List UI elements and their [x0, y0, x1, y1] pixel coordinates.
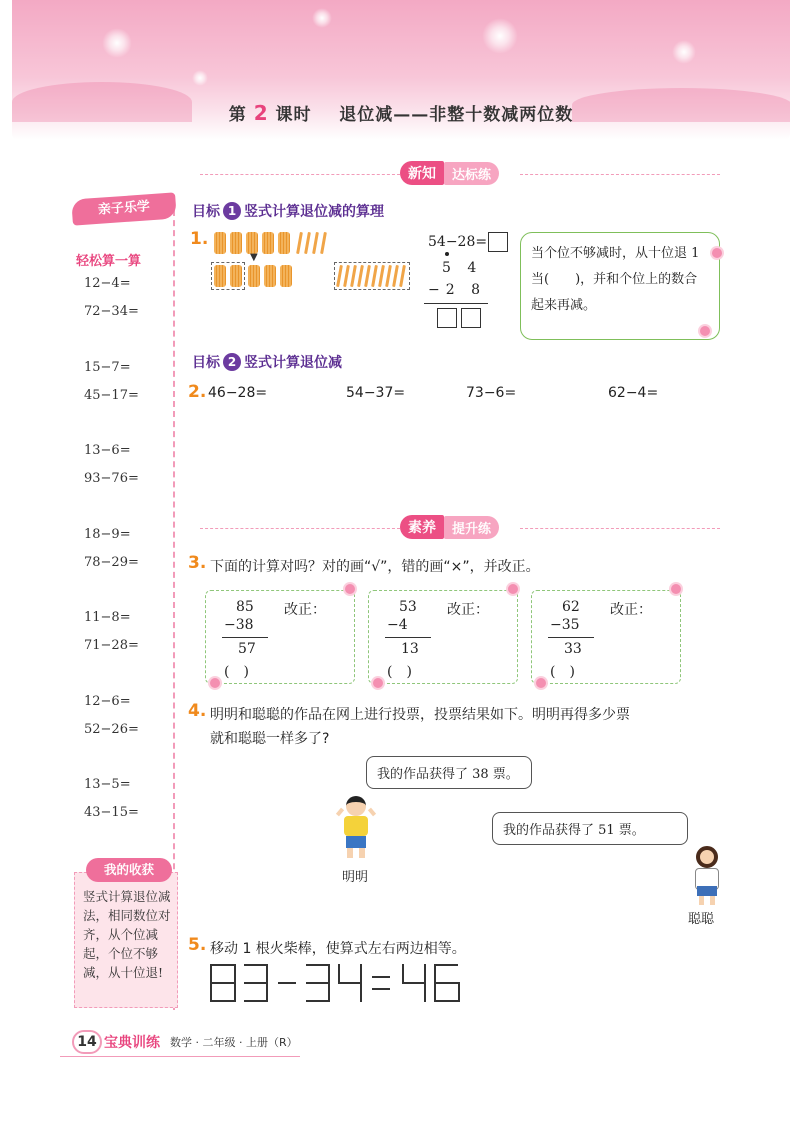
banner-divider	[520, 528, 720, 529]
side-equation: 45−17=	[84, 388, 139, 403]
banner-divider	[200, 174, 400, 175]
section-banner-skill: 素养 提升练	[400, 514, 499, 540]
hint-box: 当个位不够减时，从十位退 1 当( )，并和个位上的数合起来再减。	[520, 232, 720, 340]
stick-icon	[296, 232, 303, 254]
calc-line	[424, 303, 488, 304]
fix-label: 改正：	[610, 602, 652, 618]
harvest-box: 竖式计算退位减法，相同数位对齐，从个位减起，个位不够减，从十位退!	[74, 872, 178, 1008]
judge-paren[interactable]: ( )	[550, 664, 575, 680]
matchstick-equation[interactable]	[210, 962, 460, 1006]
flower-icon	[700, 326, 710, 336]
q1-top-digits: 5 4	[442, 260, 483, 276]
stick-bundle-icon	[278, 232, 290, 254]
side-equation: 12−4=	[84, 276, 131, 291]
congcong-figure	[690, 846, 724, 906]
goal-1: 目标 1 竖式计算退位减的算理	[192, 204, 384, 220]
question-number: 4.	[188, 701, 207, 721]
speech-bubble-congcong: 我的作品获得了 51 票。	[492, 812, 688, 845]
stick-bundle-icon	[214, 265, 226, 287]
answer-box[interactable]	[437, 308, 457, 328]
q1-equation: 54−28=	[428, 234, 488, 250]
side-equation: 13−6=	[84, 443, 131, 458]
side-equation: 52−26=	[84, 722, 139, 737]
speech-bubble-mingming: 我的作品获得了 38 票。	[366, 756, 532, 789]
parent-learning-badge: 亲子乐学	[71, 192, 177, 225]
stick-bundle-icon	[262, 232, 274, 254]
q3-card: 53 −4 13 ( ) 改正：	[368, 590, 518, 684]
brand-logo: 宝典训练	[104, 1035, 160, 1051]
sparkle-icon	[312, 8, 332, 28]
goal-2: 目标 2 竖式计算退位减	[192, 355, 342, 371]
stick-bundle-icon	[230, 232, 242, 254]
footer-line	[60, 1056, 300, 1057]
easy-calc-label: 轻松算一算	[76, 254, 142, 269]
q2-item: 54−37=	[346, 385, 406, 401]
q4-text-line2: 就和聪聪一样多了?	[210, 731, 330, 747]
question-number: 3.	[188, 553, 207, 573]
fix-label: 改正：	[447, 602, 489, 618]
mingming-figure	[338, 796, 374, 860]
judge-paren[interactable]: ( )	[387, 664, 412, 680]
stick-icon	[320, 232, 327, 254]
lesson-topic: 退位减——非整十数减两位数	[339, 105, 574, 125]
stick-bundle-icon	[214, 232, 226, 254]
q2-item: 62−4=	[608, 385, 659, 401]
q2-item: 73−6=	[466, 385, 517, 401]
fix-label: 改正：	[284, 602, 326, 618]
q3-text: 下面的计算对吗？对的画“√”，错的画“×”，并改正。	[210, 559, 540, 575]
q3-card: 85 −38 57 ( ) 改正：	[205, 590, 355, 684]
borrow-dot	[445, 252, 449, 256]
banner-divider	[520, 174, 720, 175]
section-banner-new: 新知 达标练	[400, 160, 499, 186]
flower-icon	[210, 678, 220, 688]
side-equation: 18−9=	[84, 527, 131, 542]
answer-box[interactable]	[461, 308, 481, 328]
q1-sub-digits: −2 8	[428, 282, 486, 298]
answer-box[interactable]	[488, 232, 508, 252]
name-congcong: 聪聪	[688, 912, 715, 927]
sparkle-icon	[482, 18, 518, 54]
side-equation: 72−34=	[84, 304, 139, 319]
banner-divider	[200, 528, 400, 529]
lesson-title: 第 2 课时 退位减——非整十数减两位数	[228, 101, 574, 125]
flower-icon	[712, 248, 722, 258]
side-equation: 13−5=	[84, 777, 131, 792]
q4-text-line1: 明明和聪聪的作品在网上进行投票，投票结果如下。明明再得多少票	[210, 707, 630, 723]
stick-bundle-icon	[280, 265, 292, 287]
flower-icon	[345, 584, 355, 594]
side-equation: 15−7=	[84, 360, 131, 375]
stick-icon	[312, 232, 319, 254]
flower-icon	[671, 584, 681, 594]
flower-icon	[508, 584, 518, 594]
sparkle-icon	[192, 70, 208, 86]
stick-bundle-icon	[246, 232, 258, 254]
side-equation: 11−8=	[84, 610, 131, 625]
stick-icon	[304, 232, 311, 254]
lesson-number: 2	[253, 101, 269, 125]
q5-text: 移动 1 根火柴棒，使算式左右两边相等。	[210, 941, 466, 957]
stick-bundle-icon	[248, 265, 260, 287]
question-number: 2.	[188, 382, 207, 402]
stick-bundle-icon	[230, 265, 242, 287]
side-equation: 78−29=	[84, 555, 139, 570]
flower-icon	[536, 678, 546, 688]
question-number: 1.	[190, 229, 209, 249]
name-mingming: 明明	[342, 870, 369, 885]
flower-icon	[373, 678, 383, 688]
side-equation: 71−28=	[84, 638, 139, 653]
arrow-down-icon: ▼	[250, 252, 258, 263]
stick-bundle-icon	[264, 265, 276, 287]
side-equation: 43−15=	[84, 805, 139, 820]
question-number: 5.	[188, 935, 207, 955]
side-equation: 12−6=	[84, 694, 131, 709]
sparkle-icon	[672, 40, 696, 64]
side-equation: 93−76=	[84, 471, 139, 486]
harvest-badge: 我的收获	[86, 858, 172, 882]
judge-paren[interactable]: ( )	[224, 664, 249, 680]
subject-label: 数学 · 二年级 · 上册（R）	[170, 1036, 298, 1049]
page-number: 14	[72, 1030, 102, 1054]
q3-card: 62 −35 33 ( ) 改正：	[531, 590, 681, 684]
sparkle-icon	[102, 28, 132, 58]
q2-item: 46−28=	[208, 385, 268, 401]
